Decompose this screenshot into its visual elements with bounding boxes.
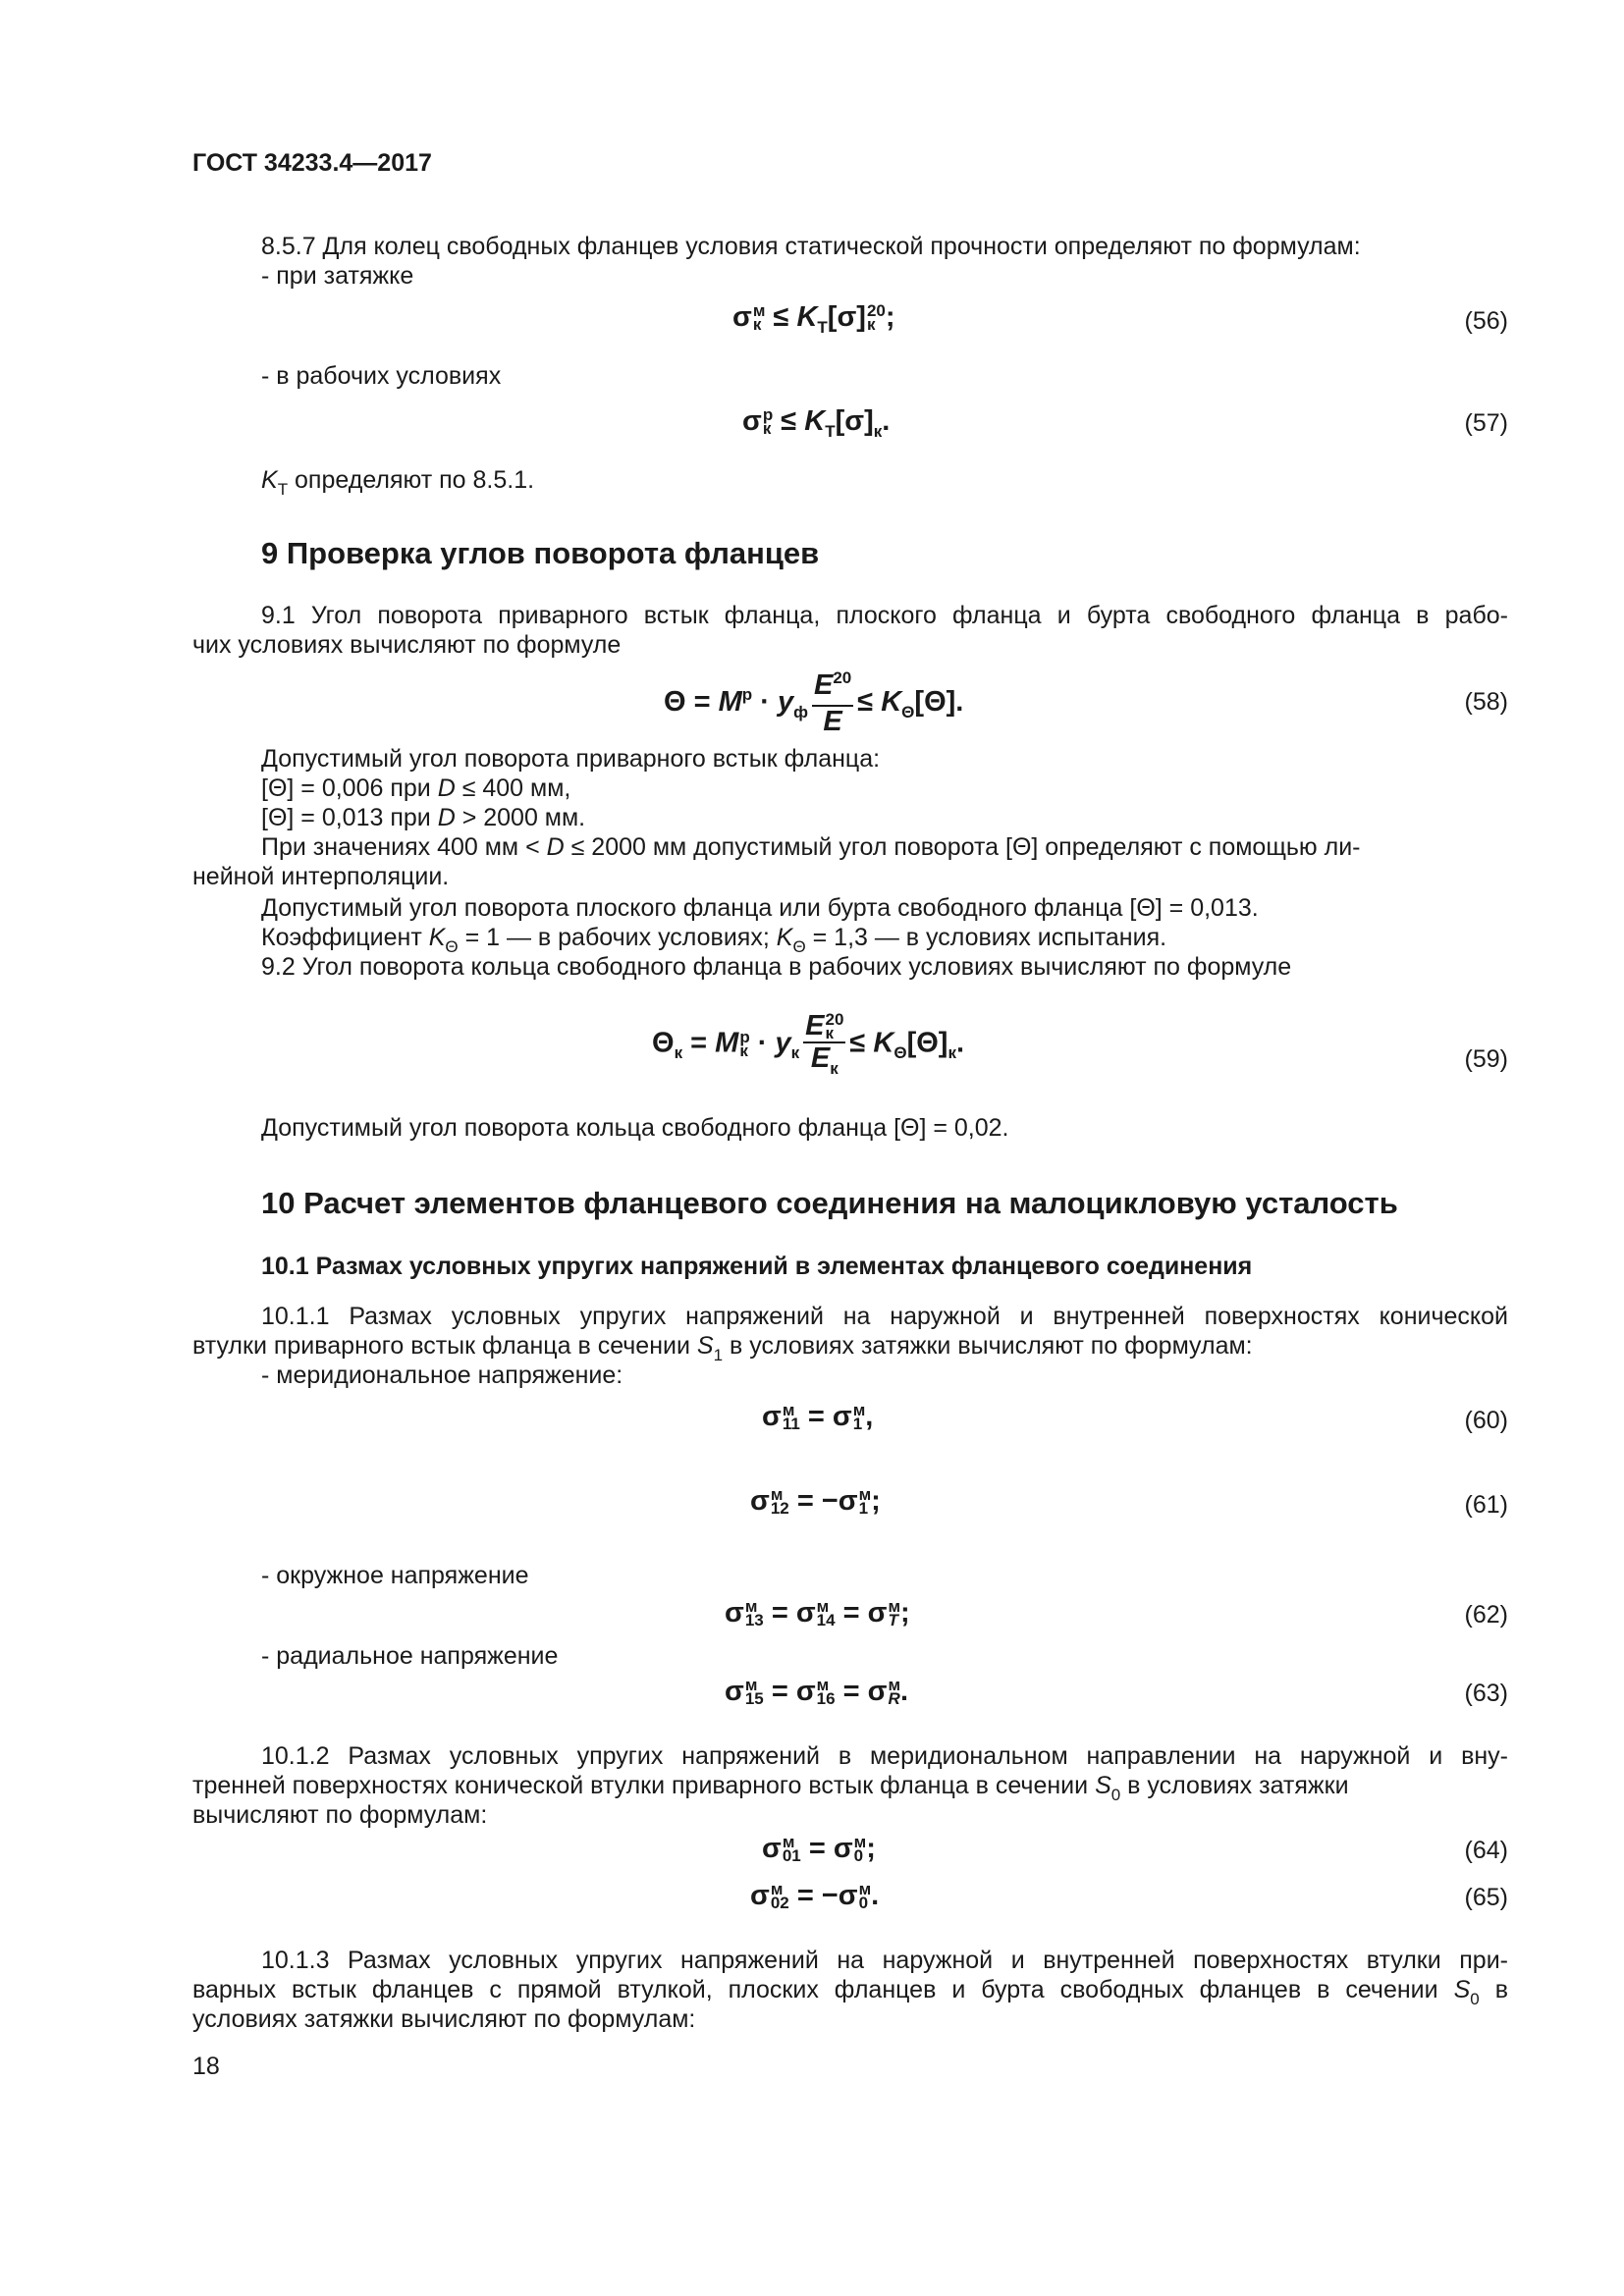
radial-label: - радиальное напряжение	[261, 1642, 559, 1670]
equation-number-57: (57)	[1464, 409, 1508, 437]
p1012-l2-start: тренней поверхностях конической втулки приварного встык фланца в сечении	[192, 1772, 1089, 1799]
allowed-angle-flat: Допустимый угол поворота плоского фланца или бурта свободного фланца [Θ] = 0,013.	[261, 894, 1259, 922]
paragraph-9-1-line-1: 9.1 Угол поворота приварного встык фланца, плоского фланца и бурта свободного фланца в рабо-	[261, 602, 1508, 629]
page-header: ГОСТ 34233.4—2017	[192, 149, 432, 177]
formula-64: σ м 01 = σ м 0 ;	[762, 1833, 876, 1866]
formula-63: σ м 15 = σ м 16 = σ м R .	[725, 1676, 909, 1709]
equation-number-65: (65)	[1464, 1884, 1508, 1911]
formula-59: $\Theta_к = M$ р к · $y_к$ E 20 к $E_к$ ≤ $K_\Theta[\Theta]_к$.	[652, 1010, 965, 1079]
equation-number-64: (64)	[1464, 1837, 1508, 1864]
paragraph-9-1-line-2: чих условиях вычисляют по формуле	[192, 631, 622, 659]
kt-note: $K_Т$ определяют по 8.5.1.	[261, 466, 535, 499]
formula-65: σ м 02 = −σ м 0 .	[750, 1880, 880, 1913]
equation-number-56: (56)	[1464, 307, 1508, 335]
p1013-l2-text: варных встык фланцев с прямой втулкой, плоских фланцев и бурта свободных фланцев в сечении	[192, 1976, 1438, 2003]
formula-58: $\Theta = M^р \cdot y_ф$ $\frac{E^{20}}{E}$ ≤ $K_\Theta[\Theta]$.	[664, 668, 964, 737]
equation-number-61: (61)	[1464, 1491, 1508, 1519]
section-10-heading: 10 Расчет элементов фланцевого соединения на малоцикловую усталость	[261, 1186, 1398, 1220]
tightening-label: - при затяжке	[261, 262, 414, 290]
paragraph-8-5-7: 8.5.7 Для колец свободных фланцев условия статической прочности определяют по формулам:	[261, 233, 1361, 260]
interpolation-line-2: нейной интерполяции.	[192, 863, 450, 890]
formula-56: σ м к ≤ $K_Т[\sigma]$ 20 к ;	[732, 301, 895, 337]
paragraph-10-1-3-line-2: варных встык фланцев с прямой втулкой, плоских фланцев и бурта свободных фланцев в сечении $S_0$ в	[192, 1976, 1508, 2008]
allowed-angle-weld-neck: Допустимый угол поворота приварного встык фланца:	[261, 745, 881, 773]
paragraph-10-1-2-line-3: вычисляют по формулам:	[192, 1801, 488, 1829]
formula-57: σ р к ≤ $K_Т[\sigma]_к$.	[742, 405, 891, 441]
paragraph-9-2: 9.2 Угол поворота кольца свободного фланца в рабочих условиях вычисляют по формуле	[261, 953, 1292, 981]
equation-number-59: (59)	[1464, 1045, 1508, 1073]
formula-60: σ м 11 = σ м 1 ,	[762, 1401, 874, 1434]
kt-note-text: определяют по 8.5.1.	[295, 466, 535, 494]
p1011-l2-start: втулки приварного встык фланца в сечении	[192, 1332, 690, 1360]
coefficient-k-theta: Коэффициент $K_\Theta = 1$ — в рабочих условиях; $K_\Theta = 1,3$ — в условиях испытания.	[261, 924, 1167, 956]
section-9-heading: 9 Проверка углов поворота фланцев	[261, 536, 820, 570]
formula-62: σ м 13 = σ м 14 = σ м T ;	[725, 1597, 910, 1630]
p1012-l2-end: в условиях затяжки	[1127, 1772, 1349, 1799]
equation-number-63: (63)	[1464, 1680, 1508, 1707]
meridional-label: - меридиональное напряжение:	[261, 1362, 623, 1389]
working-label: - в рабочих условиях	[261, 362, 502, 390]
paragraph-10-1-3-line-3: условиях затяжки вычисляют по формулам:	[192, 2005, 696, 2033]
formula-61: σ м 12 = −σ м 1 ;	[750, 1485, 881, 1519]
paragraph-10-1-3-line-1: 10.1.3 Размах условных упругих напряжений на наружной и внутренней поверхностях втулки при-	[261, 1947, 1508, 1974]
hoop-label: - окружное напряжение	[261, 1562, 529, 1589]
equation-number-58: (58)	[1464, 688, 1508, 716]
interpolation-line-1: При значениях 400 мм < D ≤ 2000 мм допустимый угол поворота [Θ] определяют с помощью ли-	[261, 833, 1361, 861]
paragraph-10-1-2-line-2: тренней поверхностях конической втулки приварного встык фланца в сечении $S_0$ в условиях затяжки	[192, 1772, 1349, 1804]
condition-d-400: [Θ] = 0,006 при D ≤ 400 мм,	[261, 774, 571, 802]
paragraph-10-1-2-line-1: 10.1.2 Размах условных упругих напряжений в меридиональном направлении на наружной и вну-	[261, 1742, 1508, 1770]
equation-number-62: (62)	[1464, 1601, 1508, 1629]
paragraph-10-1-1-line-1: 10.1.1 Размах условных упругих напряжений на наружной и внутренней поверхностях конической	[261, 1303, 1508, 1330]
equation-number-60: (60)	[1464, 1407, 1508, 1434]
paragraph-10-1-1-line-2: втулки приварного встык фланца в сечении $S_1$ в условиях затяжки вычисляют по формулам:	[192, 1332, 1253, 1364]
subsection-10-1-heading: 10.1 Размах условных упругих напряжений в элементах фланцевого соединения	[261, 1253, 1253, 1280]
page-number: 18	[192, 2053, 220, 2080]
allowed-angle-ring: Допустимый угол поворота кольца свободного фланца [Θ] = 0,02.	[261, 1114, 1009, 1142]
condition-d-2000: [Θ] = 0,013 при D > 2000 мм.	[261, 804, 586, 831]
p1011-l2-end: в условиях затяжки вычисляют по формулам:	[730, 1332, 1253, 1360]
